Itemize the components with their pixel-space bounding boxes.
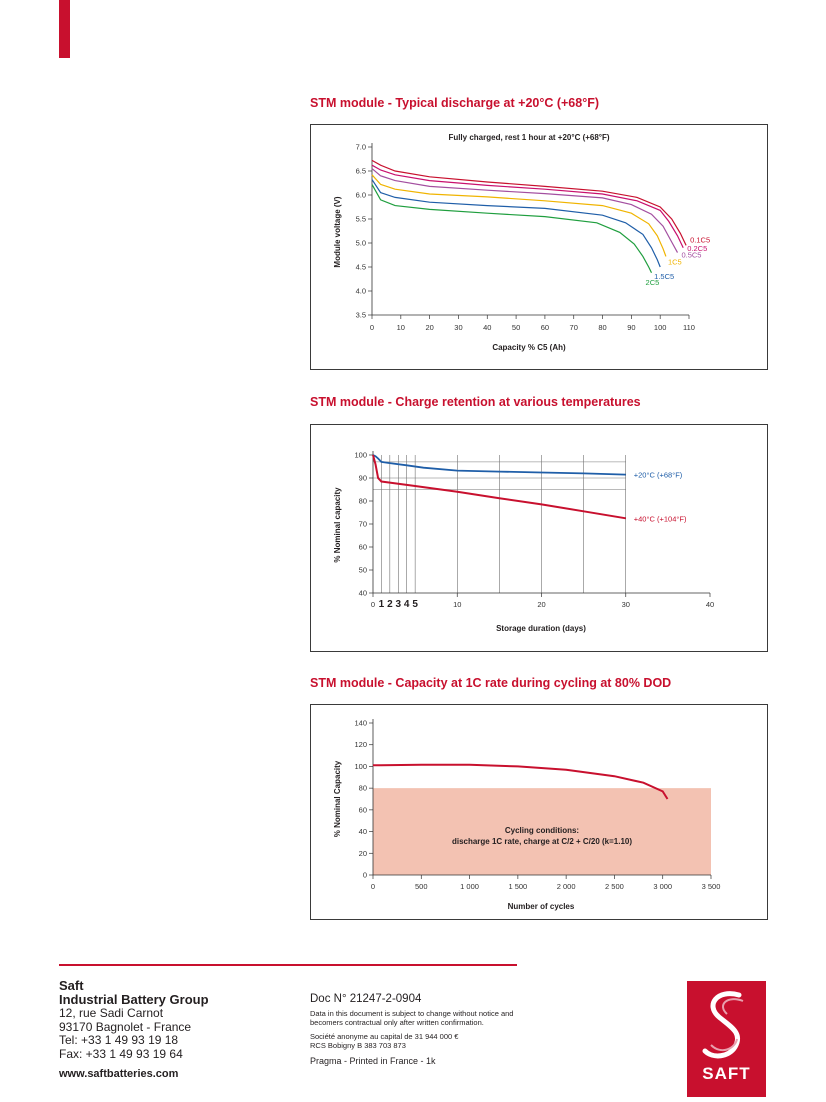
bold-day-label: 2 — [387, 599, 393, 610]
y-tick-label: 4.5 — [355, 262, 366, 272]
series-label: +40°C (+104°F) — [633, 514, 687, 524]
x-tick-label: 10 — [396, 323, 405, 332]
telephone: Tel: +33 1 49 93 19 18 — [59, 1033, 179, 1047]
annotation-line-2: discharge 1C rate, charge at C/2 + C/20 (k=1.10) — [451, 837, 633, 846]
discharge-line-0.5C5 — [372, 169, 678, 253]
x-tick-label: 30 — [621, 600, 630, 609]
address-block — [59, 979, 209, 1061]
company-name: Saft — [59, 978, 84, 993]
y-tick-label: 80 — [358, 496, 367, 506]
y-tick-label: 100 — [354, 450, 367, 460]
y-tick-label: 40 — [358, 827, 367, 837]
x-tick-label: 1 500 — [508, 882, 528, 891]
retention-chart-svg — [311, 425, 767, 651]
bold-day-label: 4 — [403, 599, 410, 610]
y-axis-label: % Nominal capacity — [333, 487, 342, 563]
city: 93170 Bagnolet - France — [59, 1019, 192, 1034]
bold-day-label: 3 — [395, 599, 402, 610]
y-tick-label: 50 — [358, 565, 367, 575]
x-tick-label: 100 — [653, 323, 667, 332]
x-tick-label: 40 — [483, 323, 492, 332]
y-tick-label: 0 — [362, 870, 367, 880]
x-tick-label: 0 — [370, 882, 376, 891]
y-tick-label: 7.0 — [355, 142, 366, 152]
y-tick-label: 40 — [358, 588, 367, 598]
accent-bar — [59, 0, 70, 58]
y-tick-label: 6.5 — [355, 166, 366, 176]
logo-text: SAFT — [702, 1064, 751, 1083]
x-tick-label: 20 — [425, 323, 434, 332]
doc-info — [310, 993, 530, 1066]
bold-day-label: 5 — [412, 599, 418, 610]
discharge-chart-svg — [311, 125, 767, 369]
bold-day-label: 1 — [378, 599, 385, 610]
notice-text: Data in this document is subject to change without notice and becomers contractual only after written confirmation. — [310, 1009, 514, 1027]
x-tick-label: 3 500 — [701, 882, 721, 891]
series-label-1.5C5: 1.5C5 — [654, 272, 675, 281]
discharge-line-2C5 — [372, 184, 652, 272]
x-tick-label: 0 — [369, 323, 375, 332]
series-label-0.1C5: 0.1C5 — [690, 235, 711, 245]
cycling-chart-svg — [311, 705, 767, 919]
street: 12, rue Sadi Carnot — [59, 1006, 164, 1020]
y-axis-label: % Nominal Capacity — [333, 760, 342, 838]
retention-title: STM module - Charge retention at various temperatures — [310, 395, 641, 409]
pragma-text: Pragma - Printed in France - 1k — [310, 1056, 436, 1066]
footer-rule — [59, 964, 517, 966]
discharge-line-0.1C5 — [372, 160, 686, 245]
x-tick-label: 10 — [453, 600, 462, 609]
website-link[interactable]: www.saftbatteries.com — [59, 1068, 179, 1080]
annotation-line-1: Cycling conditions: — [504, 826, 580, 835]
x-tick-label: 90 — [627, 323, 636, 332]
y-tick-label: 120 — [354, 740, 367, 750]
y-tick-label: 140 — [354, 718, 367, 728]
x-tick-label: 60 — [540, 323, 550, 332]
x-tick-label: 80 — [598, 323, 607, 332]
x-tick-label: 110 — [683, 323, 695, 332]
x-tick-label: 1 000 — [460, 882, 479, 891]
x-tick-label: 2 000 — [556, 882, 576, 891]
discharge-title: STM module - Typical discharge at +20°C (+68°F) — [310, 96, 600, 110]
y-tick-label: 80 — [358, 783, 367, 793]
x-axis-label: Capacity % C5 (Ah) — [492, 343, 566, 352]
x-tick-label: 3 000 — [653, 882, 673, 891]
series-label-2C5: 2C5 — [645, 277, 660, 287]
y-tick-label: 6.0 — [355, 190, 366, 200]
legal-rcs: RCS Bobigny B 383 703 873 — [310, 1041, 406, 1050]
y-tick-label: 5.5 — [355, 214, 366, 224]
x-tick-label: 70 — [569, 323, 578, 332]
x-tick-label: 0 — [370, 600, 376, 609]
chart-title: Fully charged, rest 1 hour at +20°C (+68°F) — [448, 133, 610, 142]
y-tick-label: 60 — [358, 542, 367, 552]
doc-number: Doc N° 21247-2-0904 — [310, 993, 422, 1005]
y-tick-label: 70 — [358, 519, 367, 529]
series-label-0.5C5: 0.5C5 — [681, 250, 702, 260]
series-label-0.2C5: 0.2C5 — [687, 243, 708, 253]
legal-capital: Société anonyme au capital de 31 944 000 € — [310, 1032, 459, 1041]
y-axis-label: Module voltage (V) — [333, 196, 342, 268]
y-tick-label: 4.0 — [355, 286, 366, 296]
cycling-chart — [310, 704, 768, 920]
retention-chart — [310, 424, 768, 652]
saft-logo-icon — [687, 981, 766, 1097]
y-tick-label: 5.0 — [355, 238, 366, 248]
x-tick-label: 2 500 — [605, 882, 624, 891]
fax: Fax: +33 1 49 93 19 64 — [59, 1046, 183, 1061]
y-tick-label: 100 — [354, 761, 367, 771]
y-tick-label: 20 — [358, 848, 367, 858]
series-label-1C5: 1C5 — [667, 257, 682, 267]
x-axis-label: Storage duration (days) — [496, 624, 586, 633]
saft-logo — [687, 981, 766, 1097]
x-tick-label: 20 — [537, 600, 546, 609]
discharge-line-1.5C5 — [372, 180, 660, 267]
discharge-chart — [310, 124, 768, 370]
group-name: Industrial Battery Group — [59, 992, 209, 1007]
series-label: +20°C (+68°F) — [633, 470, 683, 480]
x-tick-label: 500 — [415, 882, 428, 891]
x-tick-label: 50 — [511, 323, 521, 332]
y-tick-label: 90 — [358, 473, 367, 483]
y-tick-label: 3.5 — [355, 310, 366, 320]
y-tick-label: 60 — [358, 805, 367, 815]
x-axis-label: Number of cycles — [507, 902, 575, 911]
cycling-title: STM module - Capacity at 1C rate during cycling at 80% DOD — [310, 676, 672, 690]
x-tick-label: 40 — [705, 600, 715, 609]
x-tick-label: 30 — [454, 323, 463, 332]
